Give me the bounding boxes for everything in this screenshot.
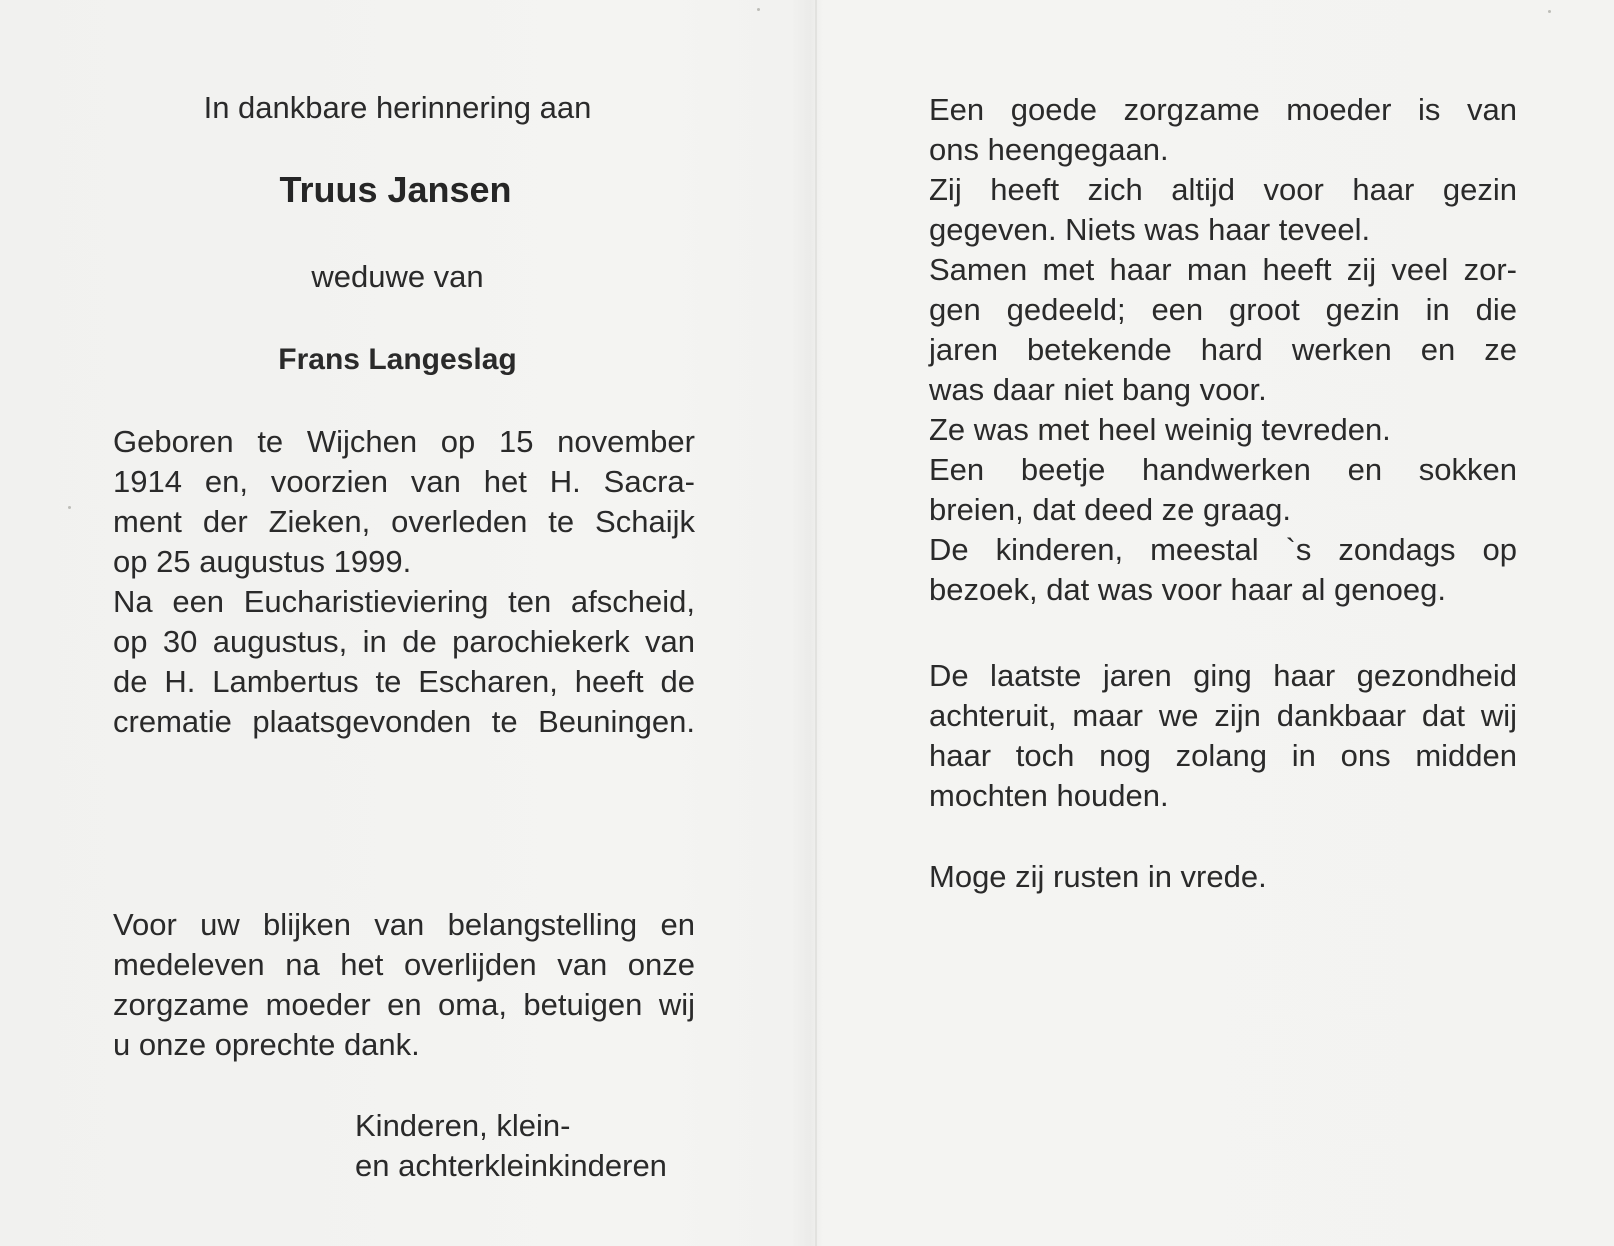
thanks-paragraph: [113, 905, 695, 1065]
poem2-line: achteruit, maar we zijn dankbaar dat wij: [929, 698, 1517, 733]
poem-line: De kinderen, meestal `s zondags op: [929, 532, 1517, 567]
poem-paragraph: [929, 90, 1517, 610]
poem2-line: haar toch nog zolang in ons midden: [929, 738, 1517, 773]
birth-line: Na een Eucharistieviering ten afscheid,: [113, 584, 695, 619]
paper-speck: [757, 8, 760, 11]
thanks-line: Voor uw blijken van belangstelling en: [113, 907, 695, 942]
signature-block: [355, 1106, 667, 1186]
deceased-name: Truus Jansen: [279, 169, 512, 210]
poem-line: Ze was met heel weinig tevreden.: [929, 412, 1391, 447]
intro-text: In dankbare herinnering aan: [203, 90, 592, 125]
birth-line: op 25 augustus 1999.: [113, 544, 412, 579]
poem2-line: mochten houden.: [929, 778, 1169, 813]
poem-line: gen gedeeld; een groot gezin in die: [929, 292, 1517, 327]
paper-speck: [68, 506, 71, 509]
poem-line: bezoek, dat was voor haar al genoeg.: [929, 572, 1447, 607]
thanks-line: u onze oprechte dank.: [113, 1027, 420, 1062]
poem-line: ons heengegaan.: [929, 132, 1169, 167]
widow-of-text: weduwe van: [311, 259, 484, 294]
signature-line: en achterkleinkinderen: [355, 1148, 667, 1183]
birth-line: crematie plaatsgevonden te Beuningen.: [113, 704, 695, 739]
birth-line: op 30 augustus, in de parochiekerk van: [113, 624, 695, 659]
closing-text: Moge zij rusten in vrede.: [929, 859, 1267, 894]
poem2-line: De laatste jaren ging haar gezondheid: [929, 658, 1517, 693]
paper-speck: [1548, 10, 1551, 13]
signature-line: Kinderen, klein-: [355, 1108, 571, 1143]
poem-line: jaren betekende hard werken en ze: [929, 332, 1517, 367]
birth-line: 1914 en, voorzien van het H. Sacra-: [113, 464, 695, 499]
thanks-line: zorgzame moeder en oma, betuigen wij: [113, 987, 695, 1022]
birth-line: Geboren te Wijchen op 15 november: [113, 424, 695, 459]
poem-line: Samen met haar man heeft zij veel zor-: [929, 252, 1517, 287]
birth-paragraph: [113, 422, 695, 742]
poem-line: breien, dat deed ze graag.: [929, 492, 1291, 527]
thanks-line: medeleven na het overlijden van onze: [113, 947, 695, 982]
poem-line: gegeven. Niets was haar teveel.: [929, 212, 1371, 247]
poem2-paragraph: [929, 656, 1517, 816]
poem-line: Een goede zorgzame moeder is van: [929, 92, 1517, 127]
poem-line: was daar niet bang voor.: [929, 372, 1267, 407]
poem-line: Een beetje handwerken en sokken: [929, 452, 1517, 487]
husband-name: Frans Langeslag: [278, 343, 517, 376]
birth-line: ment der Zieken, overleden te Schaijk: [113, 504, 695, 539]
birth-line: de H. Lambertus te Escharen, heeft de: [113, 664, 695, 699]
poem-line: Zij heeft zich altijd voor haar gezin: [929, 172, 1517, 207]
